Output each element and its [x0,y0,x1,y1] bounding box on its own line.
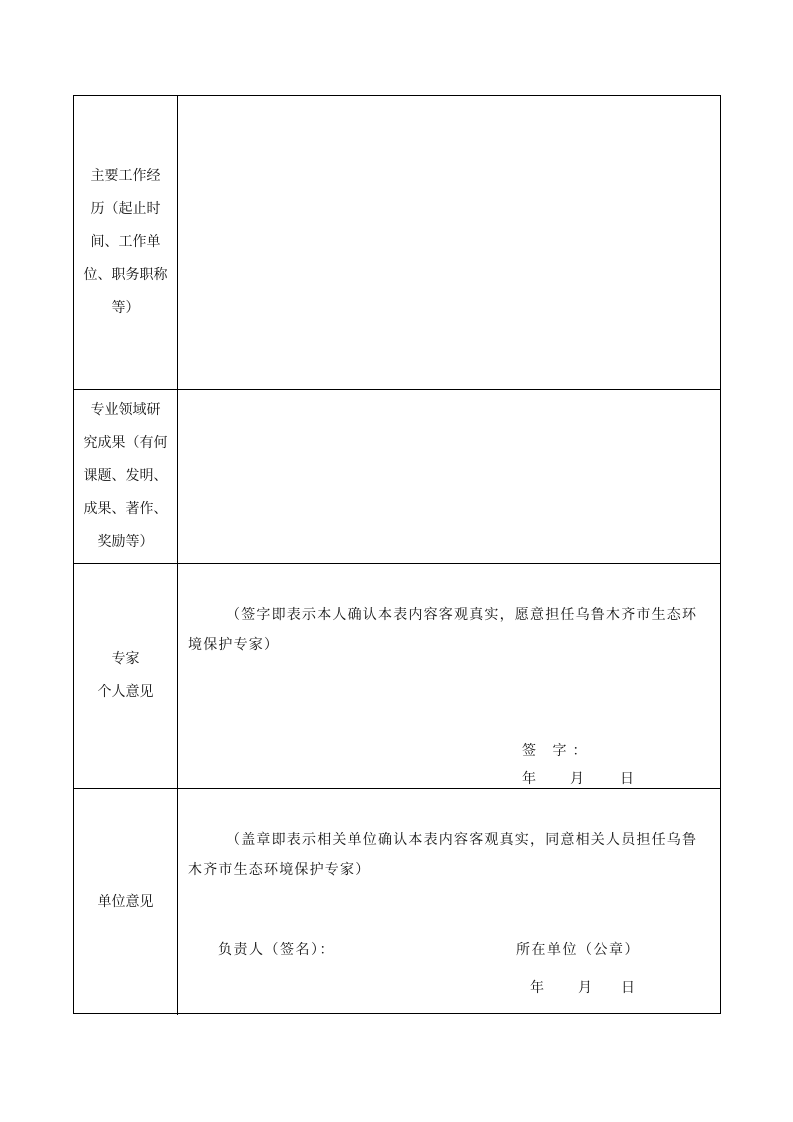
label-line: 位、职务职称 [83,267,168,283]
expert-sign-label[interactable]: 签 字： [522,743,593,759]
label-line: 个人意见 [97,684,154,700]
work-history-content[interactable] [178,96,720,389]
unit-opinion-text: （盖章即表示相关单位确认本表内容客观真实，同意相关人员担任乌鲁木齐市生态环境保护专家） [188,832,698,878]
label-line: 间、工作单 [90,234,161,250]
date-month: 月 [578,980,592,996]
label-line: 成果、著作、 [83,501,168,517]
label-line: 历（起止时 [90,201,161,217]
work-history-label-cell [74,96,178,389]
label-line: 课题、发明、 [83,468,168,484]
research-label-cell [74,390,178,563]
expert-opinion-label [81,643,171,709]
row-expert-opinion [74,563,720,788]
expert-opinion-text: （签字即表示本人确认本表内容客观真实，愿意担任乌鲁木齐市生态环境保护专家） [188,607,698,653]
unit-opinion-label [81,886,171,919]
research-label [81,394,171,559]
label-line: 究成果（有何 [83,435,168,451]
date-month: 月 [570,771,584,787]
date-day: 日 [620,771,634,787]
expert-opinion-label-cell [74,564,178,788]
label-line: 等） [111,300,140,316]
expert-opinion-content [178,564,720,788]
unit-opinion-content [178,789,720,1015]
label-line: 专业领域研 [90,402,161,418]
work-history-label [81,160,171,325]
unit-seal-label[interactable]: 所在单位（公章） [516,942,640,958]
row-unit-opinion [74,788,720,1015]
label-line: 单位意见 [97,893,154,910]
label-line: 奖励等） [97,534,154,550]
date-year: 年 [530,980,544,996]
research-content[interactable] [178,390,720,563]
responsible-signature-label[interactable]: 负责人（签名）： [218,942,335,958]
label-line: 主要工作经 [90,168,161,184]
row-research [74,389,720,563]
date-day: 日 [621,980,635,996]
label-line: 专家 [111,651,140,667]
date-year: 年 [522,771,536,787]
unit-opinion-label-cell [74,789,178,1015]
expert-form-table [73,95,721,1014]
row-work-history [74,96,720,389]
